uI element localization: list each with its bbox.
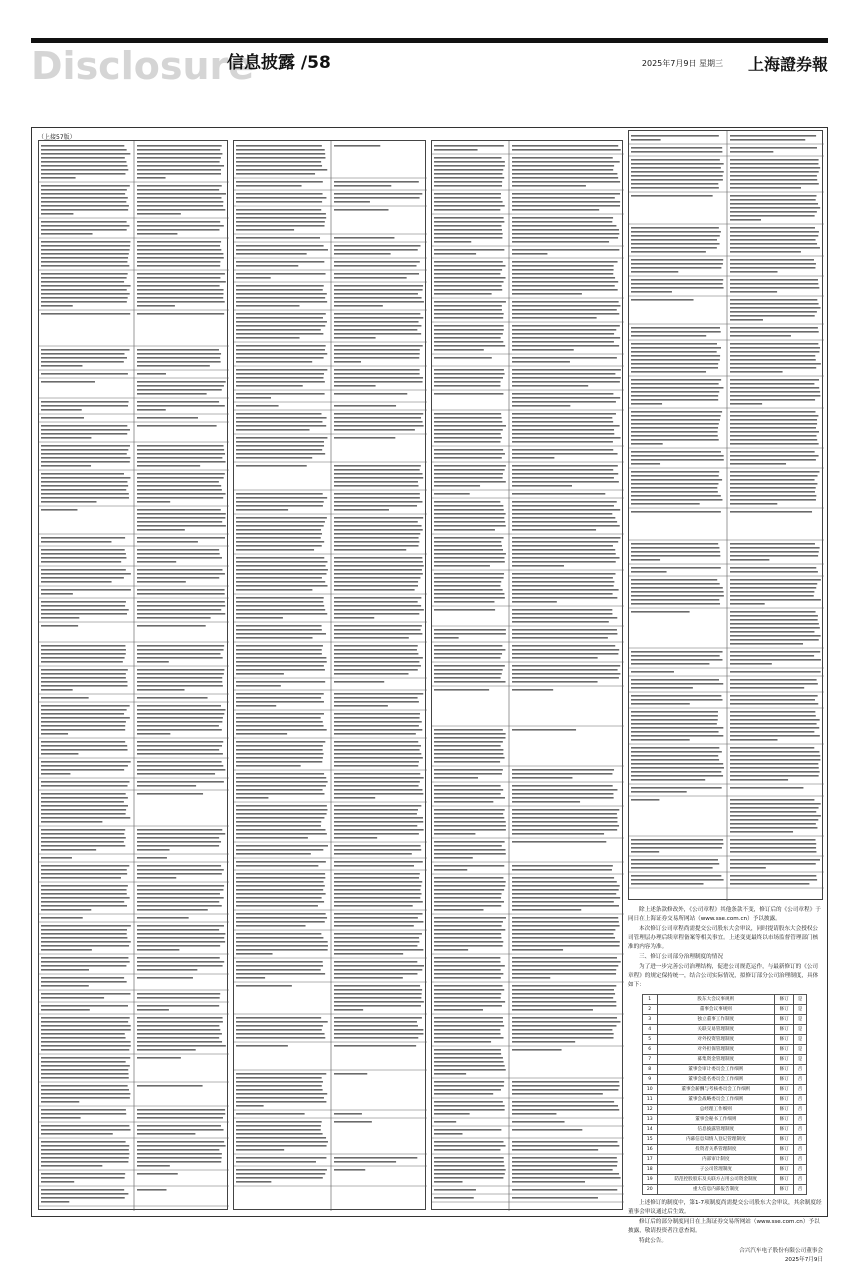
rules-table-cell: 修订	[775, 1085, 794, 1095]
rules-table-cell: 修订	[775, 1045, 794, 1055]
comparison-table-column-2	[233, 140, 426, 1210]
rules-table-row	[643, 1115, 807, 1125]
rules-table-cell: 是	[794, 1005, 807, 1015]
rules-table-row	[643, 1125, 807, 1135]
rules-table-cell: 1	[643, 995, 658, 1005]
section-title: 信息披露 /58	[227, 53, 331, 73]
rules-table-cell: 否	[794, 1085, 807, 1095]
signature-date: 2025年7月9日	[784, 1257, 823, 1263]
rules-table-row	[643, 1155, 807, 1165]
header-rule	[31, 38, 828, 43]
right-column	[628, 130, 823, 1263]
rules-table-cell: 总经理工作细则	[657, 1105, 775, 1115]
notice-paragraph: 本次修订公司章程尚需提交公司股东大会审议，同时提请股东大会授权公司管理层办理后续章程备案等相关事宜。上述变更最终以市场监督管理部门核准的内容为准。	[628, 926, 819, 950]
rules-table	[642, 994, 807, 1195]
rules-table-row	[643, 1135, 807, 1145]
rules-table-cell: 10	[643, 1085, 658, 1095]
rules-table-cell: 修订	[775, 1115, 794, 1125]
rules-table-row	[643, 1035, 807, 1045]
rules-table-row	[643, 1005, 807, 1015]
rules-table-cell: 修订	[775, 1025, 794, 1035]
rules-table-cell: 20	[643, 1185, 658, 1195]
rules-table-cell: 15	[643, 1135, 658, 1145]
rules-table-row	[643, 1075, 807, 1085]
rules-table-cell: 修订	[775, 1105, 794, 1115]
rules-table-row	[643, 1145, 807, 1155]
comparison-table-column-4	[628, 130, 823, 900]
rules-table-cell: 修订	[775, 1055, 794, 1065]
rules-table-cell: 否	[794, 1105, 807, 1115]
rules-table-cell: 否	[794, 1065, 807, 1075]
rules-table-cell: 董事会提名委员会工作细则	[657, 1075, 775, 1085]
newspaper-name: 上海證券報	[747, 55, 828, 74]
rules-table-cell: 投资者关系管理制度	[657, 1145, 775, 1155]
rules-table-cell: 否	[794, 1155, 807, 1165]
rules-table-cell: 3	[643, 1015, 658, 1025]
rules-table-cell: 是	[794, 1035, 807, 1045]
rules-table-cell: 否	[794, 1125, 807, 1135]
rules-table-cell: 修订	[775, 1075, 794, 1085]
rules-table-row	[643, 1015, 807, 1025]
rules-table-cell: 16	[643, 1145, 658, 1155]
rules-table-cell: 19	[643, 1175, 658, 1185]
rules-table-row	[643, 1085, 807, 1095]
rules-table-row	[643, 1055, 807, 1065]
rules-table-cell: 董事会议事规则	[657, 1005, 775, 1015]
rules-table-row	[643, 1175, 807, 1185]
rules-table-cell: 否	[794, 1095, 807, 1105]
rules-table-cell: 修订	[775, 1015, 794, 1025]
rules-table-cell: 是	[794, 1045, 807, 1055]
notice-paragraph: 除上述条款修改外，《公司章程》其他条款不变，修订后的《公司章程》于同日在上海证券交易所网站（www.sse.com.cn）予以披露。	[628, 907, 821, 922]
rules-table-cell: 是	[794, 1055, 807, 1065]
rules-table-cell: 防范控股股东及关联方占用公司资金制度	[657, 1175, 775, 1185]
rules-table-row	[643, 1045, 807, 1055]
rules-table-cell: 6	[643, 1045, 658, 1055]
rules-table-cell: 8	[643, 1065, 658, 1075]
announcement-text	[628, 906, 823, 1265]
rules-table-row	[643, 1065, 807, 1075]
rules-table-cell: 对外投资管理制度	[657, 1035, 775, 1045]
rules-table-cell: 否	[794, 1175, 807, 1185]
rules-table-cell: 4	[643, 1025, 658, 1035]
rules-table-cell: 关联交易管理制度	[657, 1025, 775, 1035]
rules-table-cell: 9	[643, 1075, 658, 1085]
rules-table-row	[643, 1165, 807, 1175]
rules-table-cell: 修订	[775, 1095, 794, 1105]
rules-table-cell: 17	[643, 1155, 658, 1165]
rules-table-row	[643, 1025, 807, 1035]
rules-table-cell: 14	[643, 1125, 658, 1135]
rules-table-cell: 否	[794, 1145, 807, 1155]
company-signature: 合兴汽车电子股份有限公司董事会	[739, 1248, 823, 1254]
comparison-table-column-1	[38, 140, 228, 1210]
rules-table-cell: 重大信息内部报告制度	[657, 1185, 775, 1195]
rules-table-row	[643, 1105, 807, 1115]
rules-table-cell: 修订	[775, 1135, 794, 1145]
notice-paragraph: 为了进一步完善公司治理结构，促进公司规范运作，与最新修订的《公司章程》的规定保持统一，结合公司实际情况，拟修订部分公司治理制度，具体如下：	[628, 964, 819, 988]
rules-table-cell: 对外担保管理制度	[657, 1045, 775, 1055]
rules-table-cell: 董事会薪酬与考核委员会工作细则	[657, 1085, 775, 1095]
rules-table-cell: 18	[643, 1165, 658, 1175]
rules-table-row	[643, 1185, 807, 1195]
rules-table-cell: 董事会秘书工作细则	[657, 1115, 775, 1125]
rules-table-cell: 修订	[775, 1185, 794, 1195]
rules-table-cell: 修订	[775, 1155, 794, 1165]
rules-table-cell: 否	[794, 1135, 807, 1145]
brand-wordmark: Disclosure	[31, 44, 255, 88]
continued-label: （上接57版）	[38, 134, 76, 141]
rules-table-cell: 修订	[775, 1065, 794, 1075]
rules-table-cell: 否	[794, 1185, 807, 1195]
rules-table-row	[643, 995, 807, 1005]
rules-table-cell: 12	[643, 1105, 658, 1115]
rules-table-cell: 2	[643, 1005, 658, 1015]
rules-table-cell: 否	[794, 1075, 807, 1085]
notice-paragraph: 上述修订的制度中，第1-7项制度尚需提交公司股东大会审议，其余制度经董事会审议通过后生效。	[628, 1200, 822, 1215]
rules-table-cell: 修订	[775, 1125, 794, 1135]
rules-table-cell: 是	[794, 1015, 807, 1025]
rules-table-cell: 5	[643, 1035, 658, 1045]
rules-table-cell: 修订	[775, 995, 794, 1005]
rules-table-cell: 是	[794, 1025, 807, 1035]
rules-table-cell: 是	[794, 995, 807, 1005]
rules-table-cell: 否	[794, 1115, 807, 1125]
notice-paragraph: 修订后的部分制度同日在上海证券交易所网站（www.sse.com.cn）予以披露，敬请投资者注意查阅。	[628, 1219, 820, 1234]
rules-table-cell: 13	[643, 1115, 658, 1125]
rules-table-cell: 募集资金管理制度	[657, 1055, 775, 1065]
rules-table-cell: 修订	[775, 1005, 794, 1015]
rules-table-cell: 修订	[775, 1175, 794, 1185]
rules-table-cell: 董事会战略委员会工作细则	[657, 1095, 775, 1105]
rules-table-cell: 否	[794, 1165, 807, 1175]
notice-paragraph: 特此公告。	[639, 1238, 667, 1244]
rules-table-cell: 11	[643, 1095, 658, 1105]
issue-date: 2025年7月9日 星期三	[641, 59, 723, 68]
rules-table-cell: 子公司管理制度	[657, 1165, 775, 1175]
rules-table-cell: 董事会审计委员会工作细则	[657, 1065, 775, 1075]
rules-table-row	[643, 1095, 807, 1105]
rules-table-cell: 修订	[775, 1165, 794, 1175]
masthead	[31, 46, 828, 86]
rules-table-cell: 内部审计制度	[657, 1155, 775, 1165]
notice-heading: 三、修订公司部分治理制度的情况	[639, 954, 723, 960]
comparison-table-column-3	[431, 140, 623, 1210]
rules-table-cell: 修订	[775, 1035, 794, 1045]
rules-table-cell: 7	[643, 1055, 658, 1065]
rules-table-cell: 内幕信息知情人登记管理制度	[657, 1135, 775, 1145]
rules-table-cell: 信息披露管理制度	[657, 1125, 775, 1135]
rules-table-cell: 独立董事工作制度	[657, 1015, 775, 1025]
rules-table-cell: 股东大会议事规则	[657, 995, 775, 1005]
rules-table-cell: 修订	[775, 1145, 794, 1155]
